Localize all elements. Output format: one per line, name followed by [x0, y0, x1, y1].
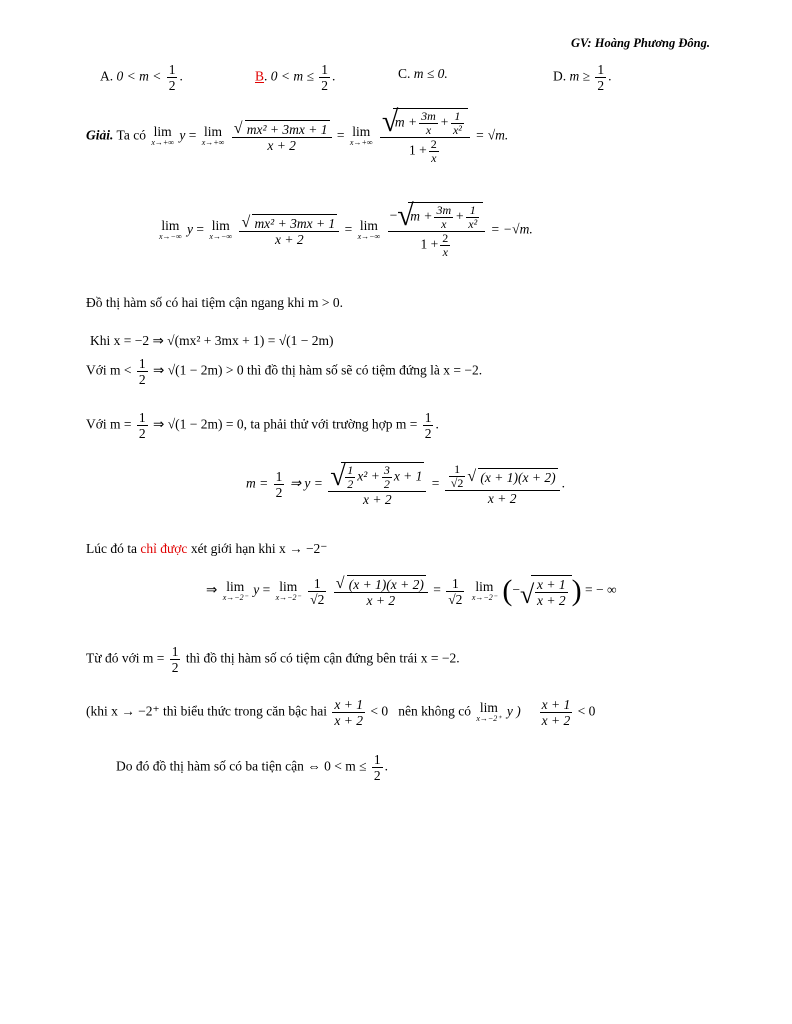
choice-c[interactable] [398, 66, 448, 82]
tu-do-line: Từ đó với m = $\frac{1}{2}$ thì đồ thị hàm số có tiệm cận đứng bên trái x = −2. [86, 644, 460, 675]
choice-b[interactable]: B. 0 < m ≤ $\frac{1}{2}$ . [255, 62, 336, 93]
highlight-chi-duoc: chỉ được [140, 541, 188, 556]
fraction-normalized: − √ m + $\frac{3m}{x}$ + $\frac{1}{\text{x²}}$ 1 + $\frac{2}{x}$ [388, 202, 486, 259]
fraction-half: $\frac{1}{2}$ [168, 62, 176, 93]
fraction-sqrt-over-x2: √ mx² + 3mx + 1 x + 2 [239, 214, 339, 247]
fraction-half: $\frac{1}{2}$ [597, 62, 605, 93]
choice-a[interactable]: A. 0 < m < $\frac{1}{2}$ . [100, 62, 183, 93]
limit-left-of-minus-2: ⇒ lim x→−2⁻ y = lim x→−2⁻ $\frac{1}{√2}$ √ (x + 1)(x + 2) x + 2 = $\frac{1}{√2}$ lim x→−2⁻ (− √ $\frac{x + 1}{x + 2}$ ) = − ∞ [206, 574, 617, 609]
choice-d-text: m ≥ [569, 68, 591, 84]
fraction-half: $\frac{1}{2}$ [321, 62, 329, 93]
giai-label: Giải. [86, 127, 114, 143]
choice-c-label: C. [398, 66, 411, 81]
fraction-sqrt-over-x2: √ mx² + 3mx + 1 x + 2 [232, 120, 332, 153]
luc-do-line: Lúc đó ta chỉ được xét giới hạn khi x → −2⁻ [86, 541, 328, 556]
voi-case-1: Với m < $\frac{1}{2}$ ⇒ √(1 − 2m) > 0 thì đồ thị hàm số sẽ có tiệm đứng là x = −2. [86, 356, 483, 387]
khi-note-line: (khi x → −2⁺ thì biểu thức trong căn bậc hai $\frac{x + 1}{x + 2}$ < 0 nên không có lim x→−2⁺ y ) $\frac{x + 1}{x + 2}$ < 0 [86, 697, 596, 728]
fraction-normalized: √ m + $\frac{3m}{x}$ + $\frac{1}{\text{x²}}$ 1 + $\frac{2}{x}$ [380, 108, 470, 165]
voi-case-2: Với m = $\frac{1}{2}$ ⇒ √(1 − 2m) = 0, ta phải thử với trường hợp m = $\frac{1}{2}$ . [86, 410, 439, 441]
choice-d-label: D. [553, 68, 567, 84]
choice-a-label: A. [100, 68, 114, 84]
choice-b-label: B [255, 68, 265, 84]
conclusion-line: Do đó đồ thị hàm số có ba tiện cận ⇔ 0 < m ≤ $\frac{1}{2}$ . [116, 752, 388, 783]
choice-c-text: m ≤ 0. [413, 66, 448, 81]
choice-a-text: 0 < m < [116, 68, 162, 84]
teacher-header: GV: Hoàng Phương Đông. [571, 36, 710, 50]
m-half-substitution: m = $\frac{1}{2}$ ⇒ y = √ $\frac{1}{2}$ x² + $\frac{3}{2}$ x + 1 x + 2 = $\frac{1}{√2}$ √ (x + 1)(x + 2) x + 2 . [246, 461, 565, 507]
limit-plus-infinity: Giải. Ta có lim x→+∞ y = lim x→+∞ √ mx² + 3mx + 1 x + 2 = lim x→+∞ √ m + $\frac{3m}{x}$ + $\frac{1}{\text{x²}}$ 1 + $\frac{2}{x}$ = √m. [86, 105, 509, 165]
khi-line: Khi x = −2 ⇒ √(mx² + 3mx + 1) = √(1 − 2m) [90, 333, 334, 348]
limit-minus-infinity: lim x→−∞ y = lim x→−∞ √ mx² + 3mx + 1 x + 2 = lim x→−∞ − √ m + $\frac{3m}{x}$ + $\frac{1}{\text{x²}}$ 1 + $\frac{2}{x}$ = −√m. [159, 199, 533, 259]
choice-d[interactable]: D. m ≥ $\frac{1}{2}$ . [553, 62, 612, 93]
horizontal-asymptote-line: Đồ thị hàm số có hai tiệm cận ngang khi m > 0. [86, 295, 343, 310]
choice-b-text: 0 < m ≤ [270, 68, 314, 84]
